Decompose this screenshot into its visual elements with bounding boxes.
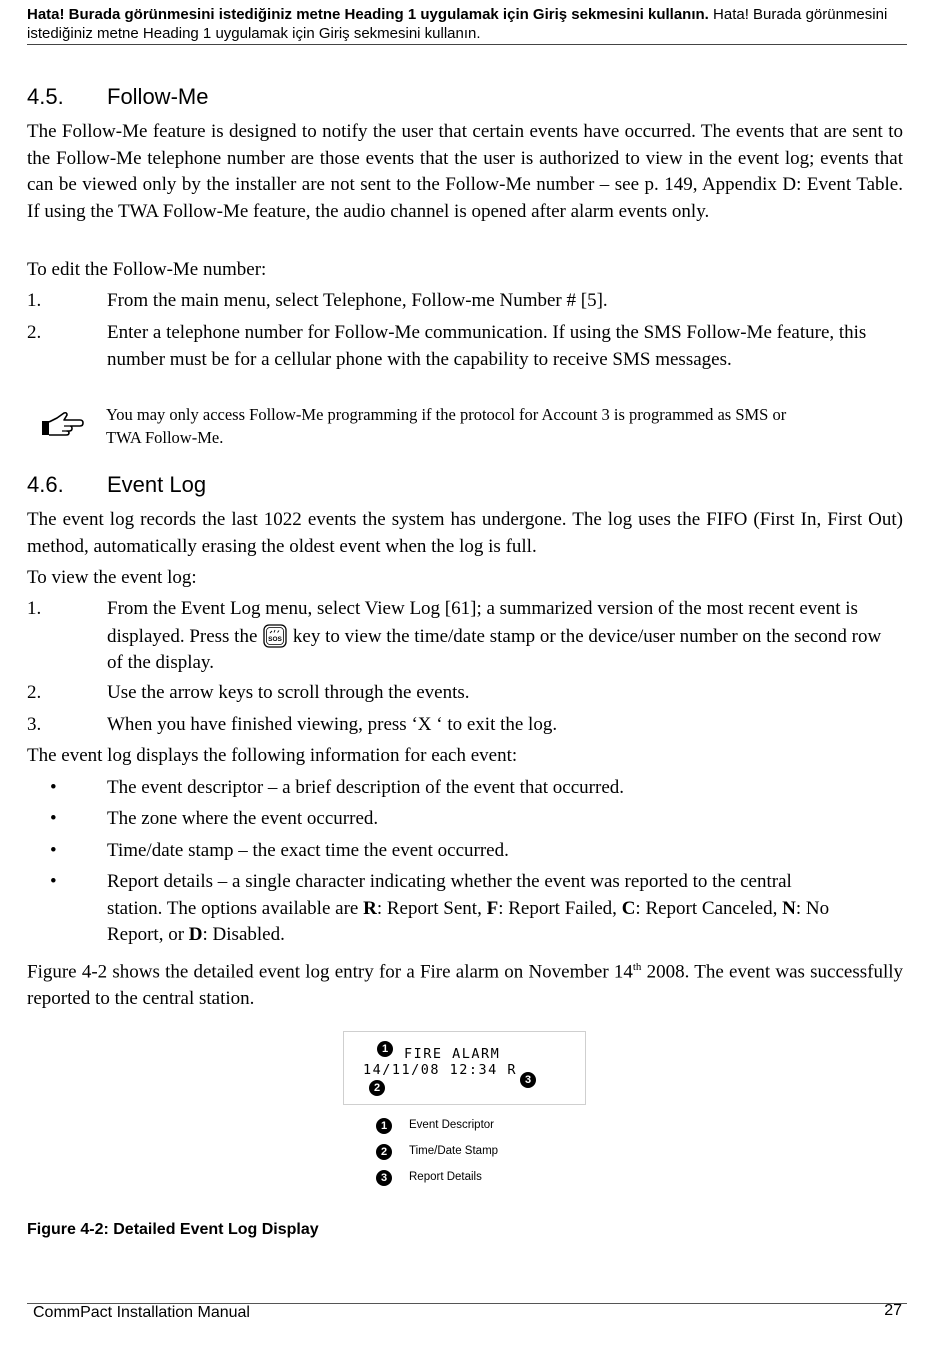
step-marker: 1. [27, 290, 42, 311]
list-item [27, 869, 903, 949]
follow-me-edit-prompt: To edit the Follow-Me number: [27, 259, 267, 280]
callout-3: 3 [520, 1072, 536, 1088]
report-key: N [782, 897, 796, 919]
report-text: Report details – a single character indicating whether the event was reported to the central station. The options available are [107, 871, 792, 919]
event-log-info-prompt: The event log displays the following information for each event: [27, 745, 518, 766]
bullet: • [50, 808, 57, 829]
legend-item [376, 1170, 482, 1186]
sos-key-icon [262, 623, 288, 649]
legend-item [376, 1144, 499, 1160]
list-item-text [107, 869, 847, 949]
follow-me-step [27, 320, 903, 373]
heading-title: Follow-Me [107, 84, 209, 109]
step-text: Enter a telephone number for Follow-Me communication. If using the SMS Follow-Me feature, this number must be for a cellular phone with the capability to receive SMS messages. [107, 322, 867, 370]
step-marker: 1. [27, 598, 42, 619]
callout-2: 2 [369, 1080, 385, 1096]
heading-follow-me [27, 84, 208, 110]
step-text-before: From the Event Log menu, select View Log [61]; a summarized version of the most recent event is displayed. Press the [107, 598, 858, 647]
legend-label: Event Descriptor [409, 1119, 495, 1131]
display-line-1: FIRE ALARM [404, 1046, 501, 1062]
header-bold-text: Hata! Burada görünmesini istediğiniz metne Heading 1 uygulamak için Giriş sekmesini kullanın. [27, 6, 709, 23]
header-rule [27, 44, 907, 45]
legend-label: Time/Date Stamp [409, 1145, 499, 1157]
step-marker: 2. [27, 322, 42, 343]
event-log-intro: The event log records the last 1022 events the system has undergone. The log uses the FIFO (First In, First Out) method, automatically erasing the oldest event when the log is full. [27, 509, 903, 557]
display-line-2: 14/11/08 12:34 R [363, 1062, 518, 1078]
running-header [27, 5, 907, 43]
step-text [107, 596, 897, 677]
svg-text:SOS: SOS [268, 635, 283, 643]
event-log-step [27, 712, 903, 739]
bullet: • [50, 777, 57, 798]
legend-number: 2 [376, 1144, 392, 1160]
follow-me-step [27, 288, 903, 315]
legend-number: 3 [376, 1170, 392, 1186]
figure-intro-text: Figure 4-2 shows the detailed event log entry for a Fire alarm on November 14 [27, 961, 633, 983]
step-text: When you have finished viewing, press ‘X ‘ to exit the log. [107, 714, 558, 735]
list-item-text: The zone where the event occurred. [107, 808, 379, 829]
heading-event-log [27, 472, 206, 498]
list-item [27, 775, 903, 802]
report-key: C [621, 897, 636, 919]
bullet: • [50, 840, 57, 861]
list-item-text: Time/date stamp – the exact time the event occurred. [107, 840, 509, 861]
legend-label: Report Details [409, 1171, 482, 1183]
step-marker: 3. [27, 714, 42, 735]
page-number: 27 [884, 1302, 902, 1319]
heading-number: 4.6. [27, 472, 64, 497]
figure-intro-text: 2008. The event was successfully reported to the central station. [27, 961, 904, 1009]
figure-caption: Figure 4-2: Detailed Event Log Display [27, 1221, 319, 1238]
legend-number: 1 [376, 1118, 392, 1134]
step-text: Use the arrow keys to scroll through the events. [107, 682, 470, 703]
step-marker: 2. [27, 682, 42, 703]
report-key: D [188, 924, 203, 945]
step-text-after: key to view the time/date stamp or the device/user number on the second row of the display. [107, 625, 882, 673]
figure-intro [27, 954, 903, 1012]
report-value: : Report Sent, [376, 897, 487, 919]
pointing-hand-icon [40, 409, 84, 439]
report-value: : No Report, or [107, 897, 830, 945]
report-key: R [363, 897, 377, 919]
header-normal-text: Hata! Burada görünmesini istediğiniz metne Heading 1 uygulamak için Giriş sekmesini kullanın. [27, 6, 888, 42]
report-value: : Report Canceled, [635, 897, 783, 919]
ordinal-suffix: th [632, 961, 642, 973]
heading-title: Event Log [107, 472, 207, 497]
event-log-step [27, 680, 903, 707]
list-item [27, 806, 903, 833]
footer-title: CommPact Installation Manual [33, 1304, 250, 1321]
step-text: From the main menu, select Telephone, Follow-me Number # [5]. [107, 290, 608, 311]
note-text: You may only access Follow-Me programming if the protocol for Account 3 is programmed as SMS or TWA Follow-Me. [106, 405, 787, 447]
report-key: F [486, 897, 499, 919]
callout-1: 1 [377, 1041, 393, 1057]
report-value: : Report Failed, [498, 897, 622, 919]
event-log-view-prompt: To view the event log: [27, 567, 197, 588]
heading-number: 4.5. [27, 84, 64, 109]
event-log-step [27, 596, 903, 677]
report-value: : Disabled. [202, 924, 285, 945]
list-item [27, 838, 903, 865]
list-item-text: The event descriptor – a brief description of the event that occurred. [107, 777, 625, 798]
bullet: • [50, 871, 57, 892]
lcd-display [343, 1031, 586, 1105]
follow-me-intro: The Follow-Me feature is designed to notify the user that certain events have occurred. The events that are sent to the Follow-Me telephone number are those events that the user is authorized to view in the event log; events that can be viewed only by the installer are not sent to the Follow-Me number – see p. 149, Appendix D: Event Table. If using the TWA Follow-Me feature, the audio channel is opened after alarm events only. [27, 121, 903, 222]
legend-item [376, 1118, 495, 1134]
